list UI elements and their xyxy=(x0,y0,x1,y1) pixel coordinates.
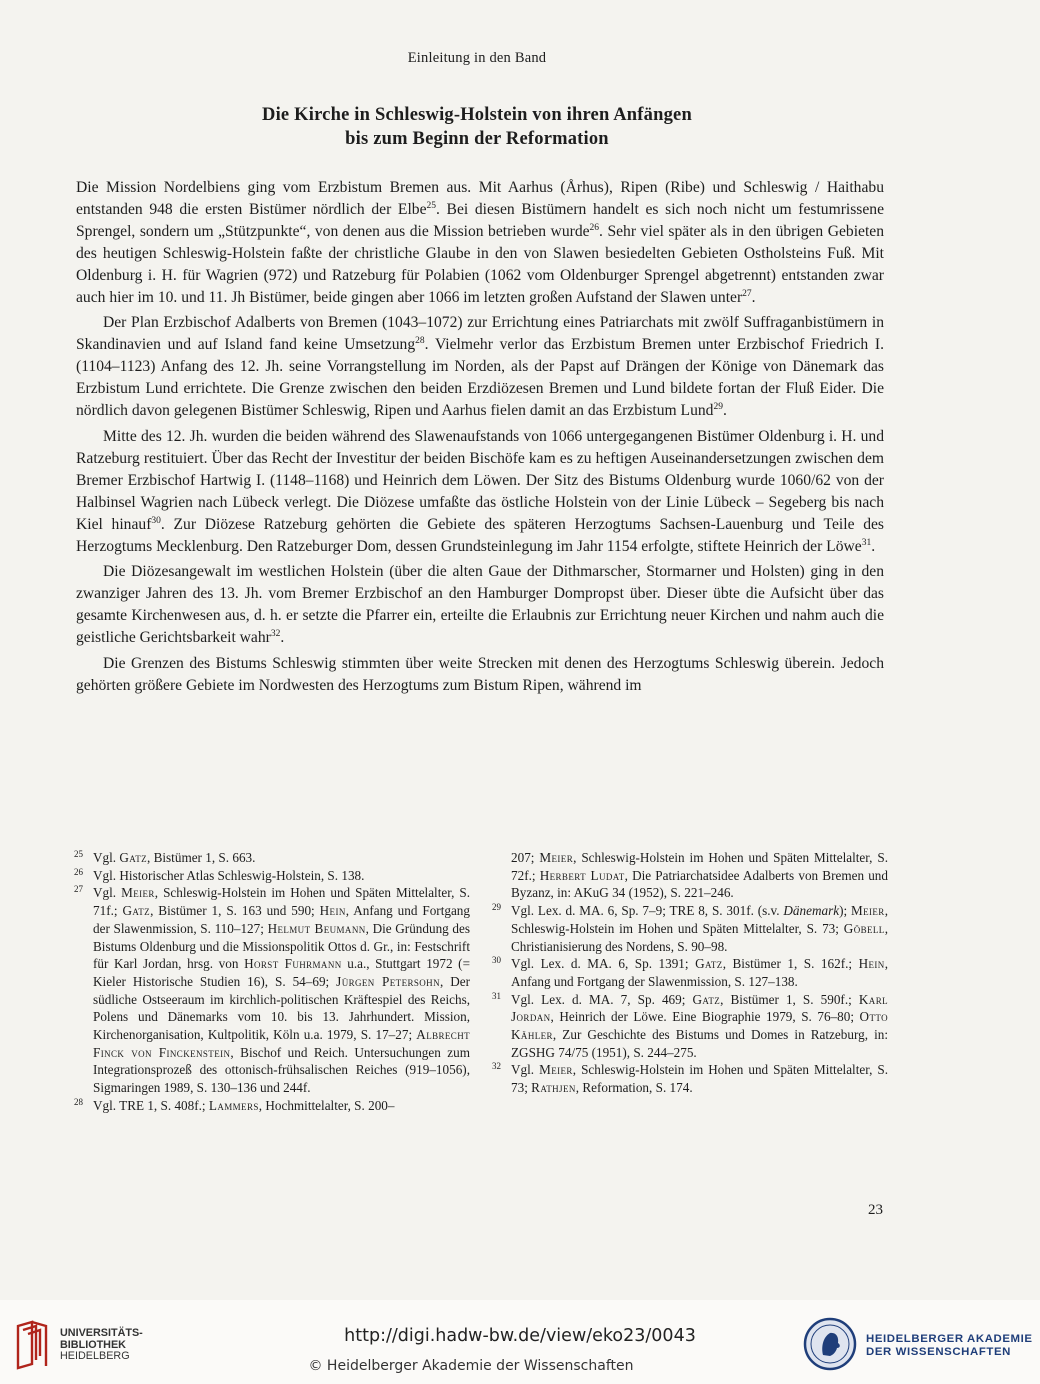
footnote-text: Vgl. TRE 1, S. 408f.; xyxy=(93,1097,209,1113)
footnote-text: Vgl. Lex. d. MA. 6, Sp. 1391; xyxy=(511,956,696,972)
footnote-text: 207; xyxy=(511,850,540,865)
footnote-author: Göbell xyxy=(843,920,885,936)
footnote-text: , Der südliche Ostseeraum im kirchlich-politischen Kräftespiel des Reichs, Polens und Dänemarks vom 10. bis 13. Jahrhundert. Mission, Kirchenorganisation, Kultpolitik, Köln u.a. 1979, S. 17–27; xyxy=(93,973,470,1043)
paragraph-2 xyxy=(76,312,884,422)
footnote-text: , Hochmittelalter, S. 200– xyxy=(258,1097,395,1113)
footnote-author: Hein xyxy=(319,903,346,919)
footnote-author: Otto Kähler xyxy=(511,1009,888,1043)
footnote-30 xyxy=(494,955,888,990)
footnote-31 xyxy=(494,991,888,1062)
page-number: 23 xyxy=(868,1202,883,1218)
footnote-text: , Heinrich der Löwe. Eine Biographie 1979, S. 76–80; xyxy=(550,1009,860,1025)
footnotes xyxy=(76,849,888,1115)
footnote-number: 26 xyxy=(74,866,83,877)
footnote-ref-32: 32 xyxy=(270,629,281,640)
footnote-32 xyxy=(494,1061,888,1096)
footnote-text: , Bischof und Reich. Untersuchungen zum Integrationsprozeß des ottonisch-frühsalischen Reiches (919–1056), Sigmaringen 1989, S. 130–136 und 244f. xyxy=(93,1044,470,1096)
footnote-author: Meier xyxy=(850,903,885,919)
footnotes-right-column xyxy=(494,849,888,1115)
footnote-text: Vgl. xyxy=(93,850,120,865)
library-line-3: HEIDELBERG xyxy=(60,1350,130,1362)
footnote-text: , Anfang und Fortgang der Slawenmission, S. 110–127; xyxy=(93,903,470,936)
paragraph-text: Die Mission Nordelbiens ging vom Erzbistum Bremen aus. Mit Aarhus (Århus), Ripen (Ribe) und Schleswig / Haithabu entstanden 948 die ersten Bistümer nördlich der Elbe xyxy=(76,179,884,218)
footnote-text: , Die Patriarchatsidee Adalberts von Bremen und Byzanz, in: AKuG 34 (1952), S. 221–246. xyxy=(511,867,888,901)
paragraph-text: Der Plan Erzbischof Adalberts von Bremen (1043–1072) zur Errichtung eines Patriarchats mit zwölf Suffraganbistümern in Skandinavien und auf Island fand keine Umsetzung xyxy=(76,314,884,354)
footnote-text: , Bistümer 1, S. 162f.; xyxy=(722,956,859,972)
library-line-1: UNIVERSITÄTS- xyxy=(60,1327,143,1339)
paragraph-text: . Zur Diözese Ratzeburg gehörten die Gebiete des späteren Herzogtums Sachsen-Lauenburg und Teile des Herzogtums Mecklenburg. Den Ratzeburger Dom, dessen Grundsteinlegung im Jahr 1154 erfolgte, stiftete Heinrich der Löwe xyxy=(76,515,884,555)
paragraph-text: Die Grenzen des Bistums Schleswig stimmten über weite Strecken mit denen des Herzogtums Schleswig überein. Jedoch gehörten größere Gebiete im Nordwesten des Herzogtums zum Bistum Ripen, während im xyxy=(76,655,884,694)
paragraph-4 xyxy=(76,561,884,649)
footnote-text: Vgl. Historischer Atlas Schleswig-Holstein, S. 138. xyxy=(93,867,365,883)
footnote-number: 25 xyxy=(74,849,83,859)
footnote-29 xyxy=(494,902,888,955)
footnote-number: 32 xyxy=(492,1061,501,1072)
footnote-text: , Bistümer 1, S. 590f.; xyxy=(720,991,859,1007)
footnote-number: 29 xyxy=(492,902,501,913)
library-line-2: BIBLIOTHEK xyxy=(60,1338,126,1351)
academy-name xyxy=(866,1333,1033,1358)
footnote-author: Gatz xyxy=(692,991,721,1007)
footnote-ref-27: 27 xyxy=(742,288,752,299)
footnote-text: Vgl. Lex. d. MA. 7, Sp. 469; xyxy=(511,991,693,1007)
body-text xyxy=(76,177,884,697)
footnote-author: Gatz xyxy=(122,903,151,919)
academy-line-1: HEIDELBERGER AKADEMIE xyxy=(866,1333,1033,1345)
footnote-text: , Schleswig-Holstein im Hohen und Späten Mittelalter, S. 73; xyxy=(511,903,888,936)
footnote-text: , Bistümer 1, S. 663. xyxy=(147,850,256,865)
footnote-28 xyxy=(76,1097,470,1115)
footnote-author: Gatz xyxy=(119,850,147,865)
paragraph-3 xyxy=(76,426,884,557)
footnote-italic-term: Dänemark xyxy=(783,903,840,919)
paragraph-text: . xyxy=(722,402,727,420)
footnote-ref-30: 30 xyxy=(151,515,161,526)
academy-seal-icon xyxy=(803,1317,857,1371)
footnote-author: Jürgen Petersohn xyxy=(336,973,440,989)
footnote-author: Albrecht Finck von Finckenstein xyxy=(93,1027,470,1060)
footnote-text: u.a., Stuttgart 1972 (= Kieler Historische Studien 16), S. 54–69; xyxy=(93,956,471,989)
footnote-author: Horst Fuhrmann xyxy=(244,956,342,972)
footnote-text: , Anfang und Fortgang der Slawenmission, S. 127–138. xyxy=(511,956,889,989)
footnote-text: , Reformation, S. 174. xyxy=(575,1080,693,1096)
footnote-text: , Christianisierung des Nordens, S. 90–98. xyxy=(511,920,888,954)
footnote-author: Karl Jordan xyxy=(511,991,888,1025)
footnote-author: Lammers xyxy=(208,1097,259,1113)
paragraph-text: . xyxy=(871,537,876,555)
paragraph-1 xyxy=(76,177,884,308)
footnote-ref-28: 28 xyxy=(415,336,425,347)
chapter-title-line-1: Die Kirche in Schleswig-Holstein von ihren Anfängen xyxy=(262,105,692,125)
footnote-author: Rathjen xyxy=(531,1080,576,1096)
footnote-27 xyxy=(76,884,470,1096)
paragraph-text: Die Diözesangewalt im westlichen Holstein (über die alten Gaue der Dithmarscher, Stormarner und Holsten) ging in den zwanziger Jahren des 13. Jh. vom Bremer Erzbischof an den Hamburger Dompropst über. Dieser übte die Aufsicht über das gesamte Kirchenwesen aus, d. h. er setzte die Pfarrer ein, erteilte die Erlaubnis zur Errichtung neuer Kirchen und nahm auch die geistliche Gerichtsbarkeit wahr xyxy=(76,563,884,647)
academy-line-2: DER WISSENSCHAFTEN xyxy=(866,1345,1011,1358)
footnote-number: 27 xyxy=(74,884,83,895)
footnote-text: ); xyxy=(839,903,851,919)
footnote-number: 28 xyxy=(74,1096,83,1107)
paragraph-5 xyxy=(76,653,884,697)
paragraph-text: . Bei diesen Bistümern handelt es sich noch nicht um festumrissene Sprengel, sondern um „Stützpunkte“, von denen aus die Mission betrieben wurde xyxy=(76,200,885,240)
footnote-text: , Schleswig-Holstein im Hohen und Späten Mittelalter, S. 71f.; xyxy=(93,885,471,919)
paragraph-text: . Vielmehr verlor das Erzbistum Bremen unter Erzbischof Friedrich I. (1104–1123) Anfang des 12. Jh. seine Vorrangstellung im Norden, als der Papst auf Drängen der Könige von Dänemark das Erzbistum Lund errichtete. Die Grenze zwischen den beiden Erzdiözesen Bremen und Lund bildete fortan der Fluß Eider. Die nördlich davon gelegenen Bistümer Schleswig, Ripen und Aarhus fielen damit an das Erzbistum Lund xyxy=(76,336,884,420)
footnote-author: Helmut Beumann xyxy=(267,920,366,936)
footnote-25 xyxy=(76,849,470,867)
footnote-text: , Zur Geschichte des Bistums und Domes in Ratzeburg, in: ZGSHG 74/75 (1951), S. 244–275. xyxy=(511,1027,888,1060)
running-head: Einleitung in den Band xyxy=(407,50,547,66)
paragraph-text: . xyxy=(280,629,285,647)
chapter-title xyxy=(0,103,954,151)
permalink-url[interactable]: http://digi.hadw-bw.de/view/eko23/0043 xyxy=(344,1326,696,1346)
paragraph-text: . Sehr viel später als in den übrigen Gebieten des heutigen Schleswig-Holstein faßte der christliche Glaube in den von Slawen besiedelten Gebieten Ostholsteins Fuß. Mit Oldenburg i. H. für Wagrien (972) und Ratzeburg für Polabien (1062 vom Oldenburger Sprengel abgetrennt) entstanden zwar auch hier im 10. und 11. Jh Bistümer, beide gingen aber 1066 im letzten großen Aufstand der Slawen unter xyxy=(76,222,885,306)
footnote-author: Hein xyxy=(858,956,885,972)
footnote-text: , Schleswig-Holstein im Hohen und Späten Mittelalter, S. 72f.; xyxy=(511,850,888,883)
footnote-number: 30 xyxy=(492,955,501,966)
copyright-notice: © Heidelberger Akademie der Wissenschaften xyxy=(308,1358,634,1374)
footnote-ref-26: 26 xyxy=(589,222,600,233)
paragraph-text: . xyxy=(751,288,756,306)
footnote-text: Vgl. xyxy=(93,885,122,901)
footnote-author: Meier xyxy=(539,850,574,865)
footnote-ref-31: 31 xyxy=(861,537,872,548)
footnote-text: , Schleswig-Holstein im Hohen und Späten Mittelalter, S. 73; xyxy=(511,1062,889,1096)
footnote-author: Meier xyxy=(121,885,155,901)
footnote-number: 31 xyxy=(492,990,501,1001)
footnote-author: Gatz xyxy=(695,956,723,972)
footnote-26 xyxy=(76,867,470,885)
paragraph-text: Mitte des 12. Jh. wurden die beiden während des Slawenaufstands von 1066 untergegangenen Bistümer Oldenburg i. H. und Ratzeburg restituiert. Über das Recht der Investitur der beiden Bischöfe kam es zu heftigen Auseinandersetzungen zwischen dem Bremer Erzbischof Hartwig I. (1148–1168) und Heinrich dem Löwen. Der Sitz des Bistums Oldenburg wurde 1060/62 von der Halbinsel Wagrien nach Lübeck verlegt. Die Diözese umfaßte das östliche Holstein von der Linie Lübeck – Segeberg bis nach Kiel hinauf xyxy=(76,427,884,533)
footnote-author: Meier xyxy=(539,1062,573,1078)
footnote-ref-25: 25 xyxy=(426,200,437,211)
footnote-ref-29: 29 xyxy=(713,402,723,413)
footnote-28-continuation xyxy=(494,849,888,902)
footnote-text: Vgl. xyxy=(511,1062,540,1078)
chapter-title-line-2: bis zum Beginn der Reformation xyxy=(345,129,609,149)
footnotes-left-column xyxy=(76,849,470,1115)
footnote-text: , Die Gründung des Bistums Oldenburg und die Missionspolitik Ottos d. Gr., in: Festschrift für Karl Jordan, hrsg. von xyxy=(93,920,470,972)
footnote-author: Herbert Ludat xyxy=(539,867,625,883)
footnote-text: , Bistümer 1, S. 163 und 590; xyxy=(150,903,320,919)
footnote-text: Vgl. Lex. d. MA. 6, Sp. 7–9; TRE 8, S. 301f. (s.v. xyxy=(511,903,784,919)
